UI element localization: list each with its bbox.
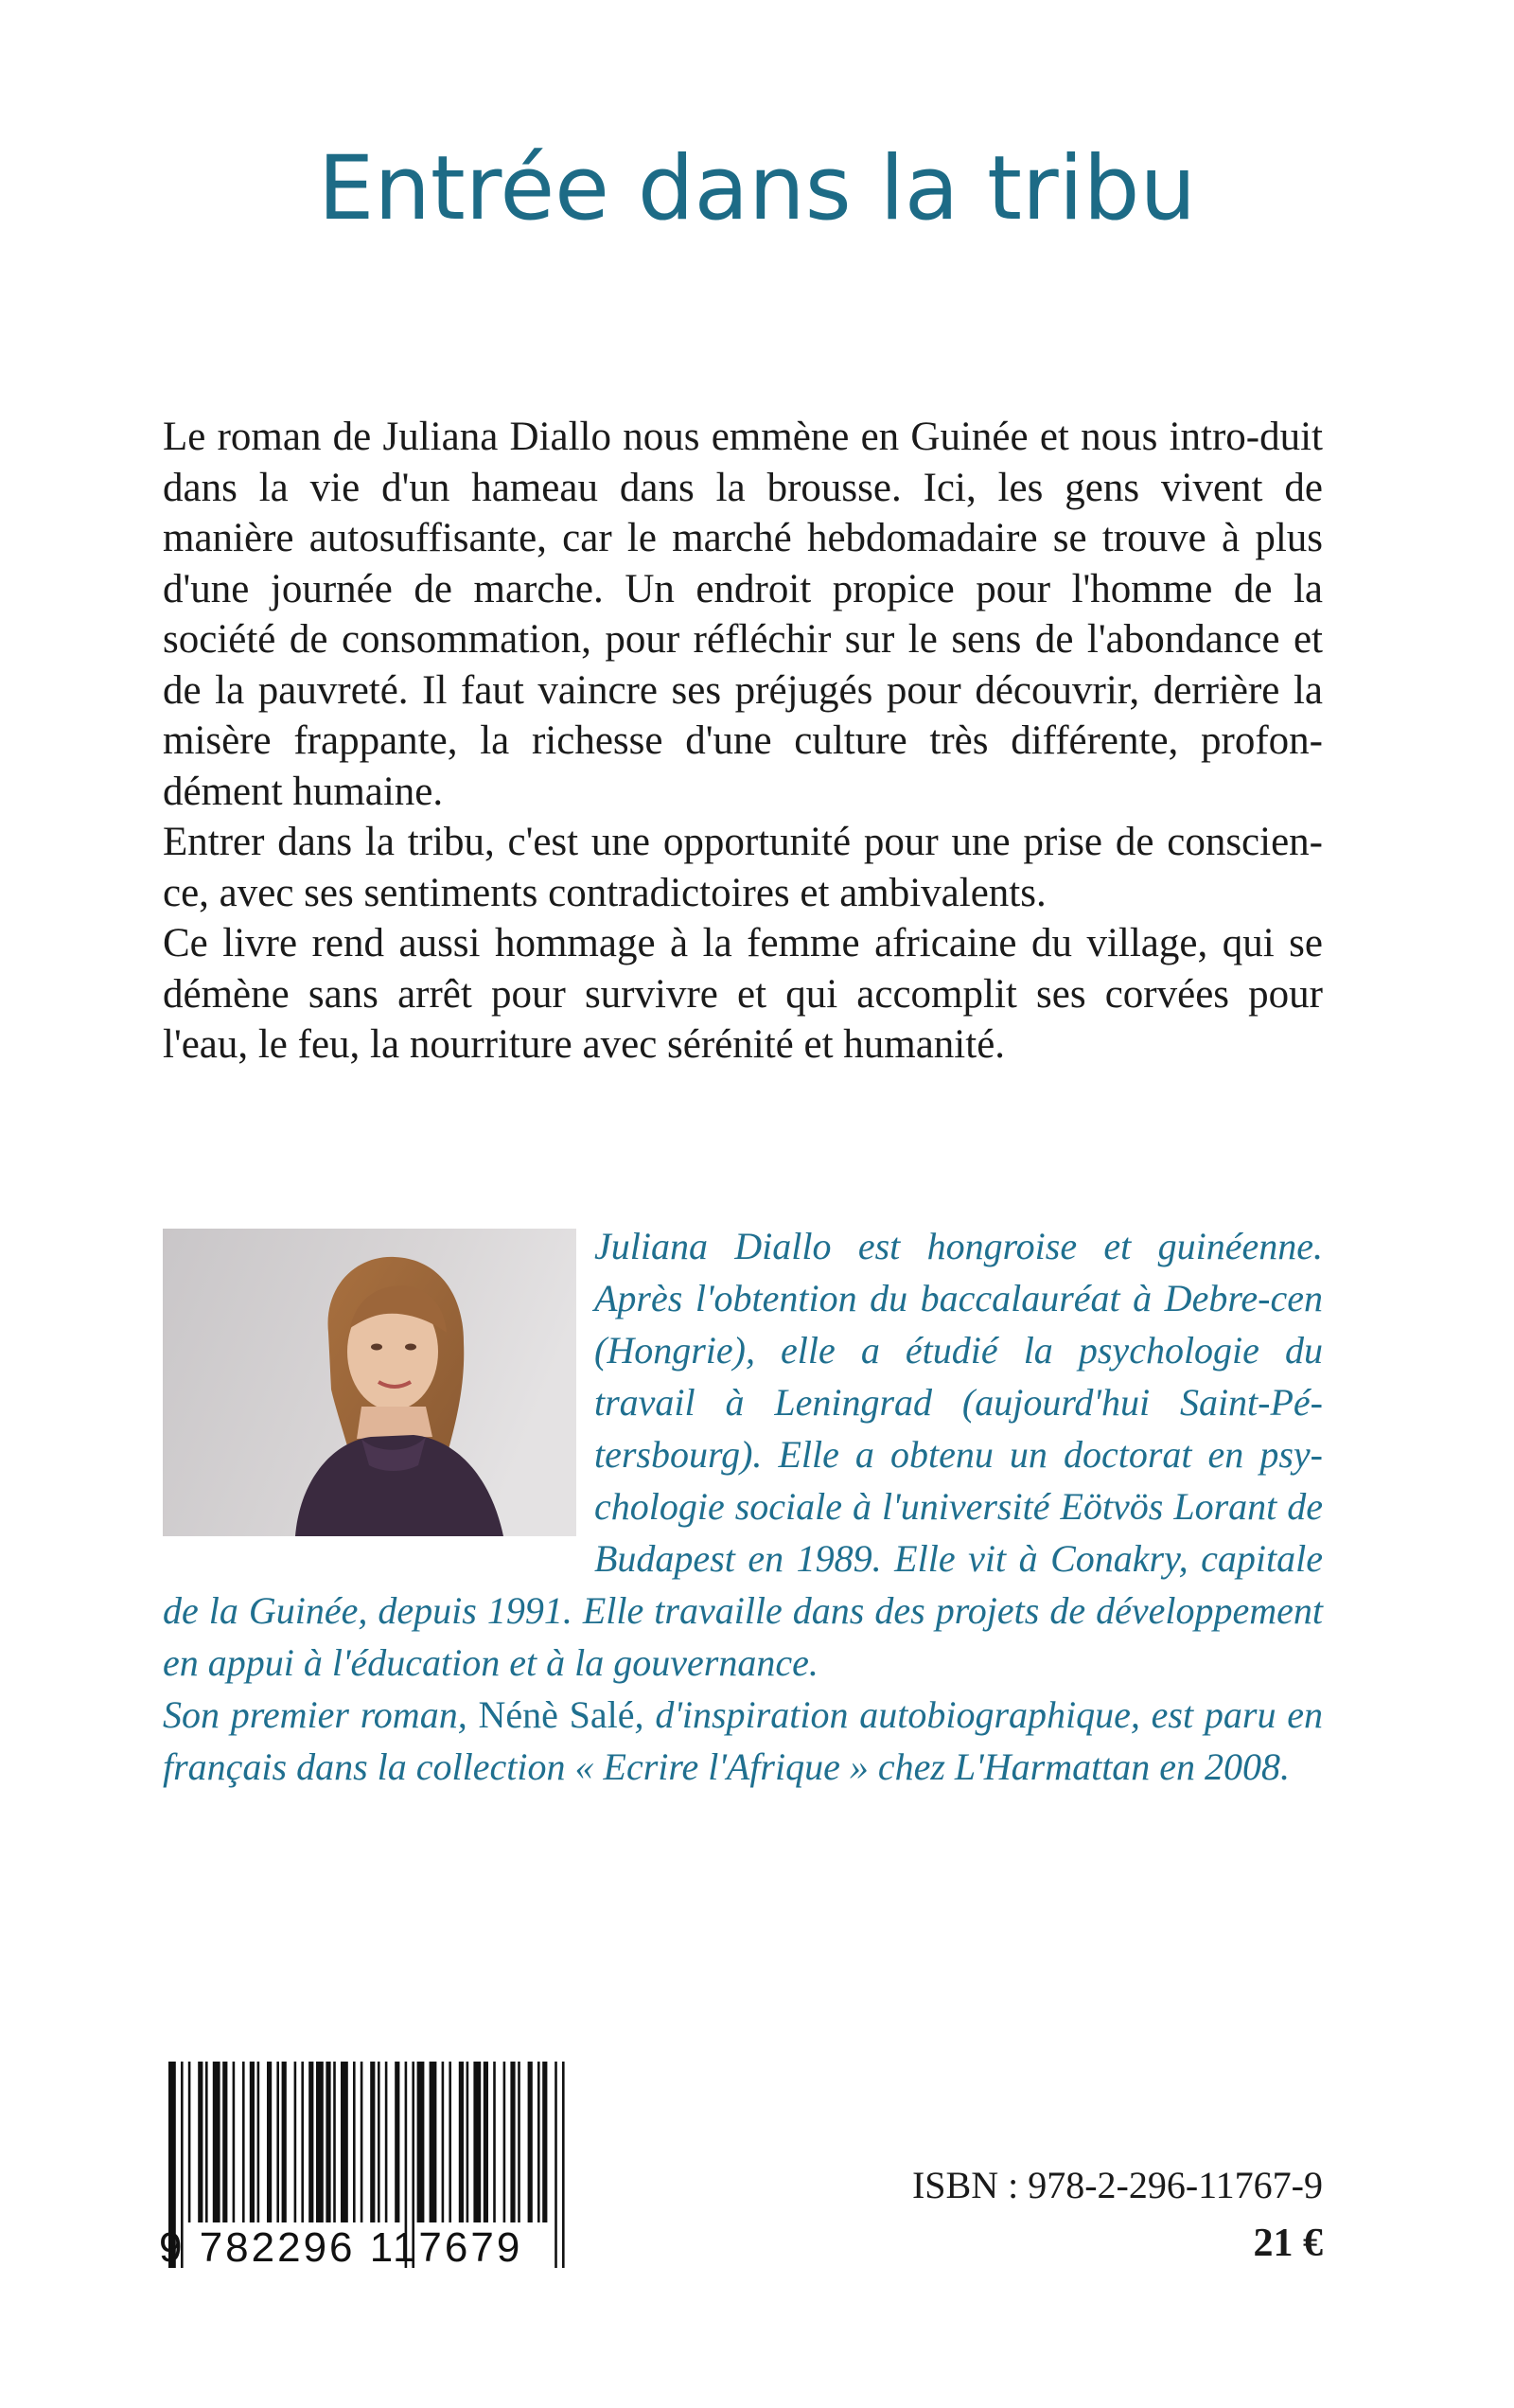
barcode-bar (353, 2062, 356, 2222)
barcode-bar (276, 2062, 279, 2222)
barcode-bar (213, 2062, 220, 2222)
barcode-bar (326, 2062, 330, 2222)
barcode-bar (484, 2062, 488, 2222)
barcode-bar (316, 2062, 324, 2222)
barcode-bar (198, 2062, 202, 2222)
barcode-bar (205, 2062, 208, 2222)
barcode-bar (282, 2062, 287, 2222)
book-title: Entrée dans la tribu (317, 137, 1197, 240)
novel-title: Nénè Salé (478, 1693, 635, 1736)
barcode-bar (222, 2062, 227, 2222)
price-label: 21 € (1253, 2222, 1323, 2265)
barcode-bar (233, 2062, 236, 2222)
barcode-bar (467, 2062, 469, 2222)
barcode-bar (503, 2062, 506, 2222)
barcode-bar (417, 2062, 425, 2222)
barcode-bar (473, 2062, 481, 2222)
barcode-bar (537, 2062, 540, 2222)
barcode-bar (378, 2062, 380, 2222)
barcode-bar (449, 2062, 451, 2222)
barcode-bar (518, 2062, 520, 2222)
barcode-bar (188, 2062, 191, 2222)
barcode-bar (528, 2062, 533, 2222)
synopsis (163, 412, 1323, 1071)
author-bio-paragraph: Son premier roman, Nénè Salé, d'inspiration autobiographique, est paru en français dans la collection « Ecrire l'Afrique » chez L'Harmattan en 2008. (163, 1693, 1324, 1788)
barcode-bar (510, 2062, 515, 2222)
barcode-bar (257, 2062, 260, 2222)
synopsis-paragraph: Ce livre rend aussi hommage à la femme africaine du village, qui se démène sans arrêt pour survivre et qui accomplit ses corvées pour l'eau, le feu, la nourriture avec sérénité et humanité. (163, 921, 1323, 1067)
barcode-bar (370, 2062, 375, 2222)
author-photo (163, 1229, 576, 1536)
barcode-bar (333, 2062, 336, 2222)
isbn-label: ISBN : 978-2-296-11767-9 (911, 2164, 1323, 2206)
barcode-bar (294, 2062, 297, 2222)
barcode-bar (308, 2062, 313, 2222)
barcode-bar (341, 2062, 348, 2222)
barcode-bar (250, 2062, 255, 2222)
synopsis-paragraph: Le roman de Juliana Diallo nous emmène en Guinée et nous intro-duit dans la vie d'un hameau dans la brousse. Ici, les gens vivent de manière autosuffisante, car le marché hebdomadaire se trouve à plus d'une journée de marche. Un endroit propice pour l'homme de la société de consommation, pour réfléchir sur le sens de l'abondance et de la pauvreté. Il faut vaincre ses préjugés pour découvrir, derrière la misère frappante, la richesse d'une culture très différente, profon-dément humaine. (163, 415, 1323, 814)
barcode-bar (442, 2062, 445, 2222)
barcode-bar (459, 2062, 464, 2222)
author-bio-paragraph: Juliana Diallo est hongroise et guinéenne. Après l'obtention du baccalauréat à Debre-cen (Hongrie), elle a étudié la psychologie du travail à Leningrad (aujourd'hui Saint-Pé-tersbourg). Elle a obtenu un doctorat en psy-chologie sociale à l'université Eötvös Lorant de Budapest en 1989. Elle vit à Conakry, capitale de la Guinée, depuis 1991. Elle travaille dans des projets de développement en appui à l'éducation et à la gouvernance. (163, 1225, 1323, 1684)
barcode-number: 9 782296 117679 (159, 2224, 523, 2271)
barcode-bar (395, 2062, 399, 2222)
barcode-bar (493, 2062, 496, 2222)
barcode-bar (430, 2062, 437, 2222)
barcode-bar (385, 2062, 388, 2222)
barcode-bar (301, 2062, 304, 2222)
barcode-bar (361, 2062, 363, 2222)
barcode-bar (242, 2062, 245, 2222)
barcode-bar (267, 2062, 272, 2222)
synopsis-paragraph: Entrer dans la tribu, c'est une opportunité pour une prise de conscien-ce, avec ses sentiments contradictoires et ambivalents. (163, 820, 1323, 915)
barcode-bar (542, 2062, 547, 2222)
